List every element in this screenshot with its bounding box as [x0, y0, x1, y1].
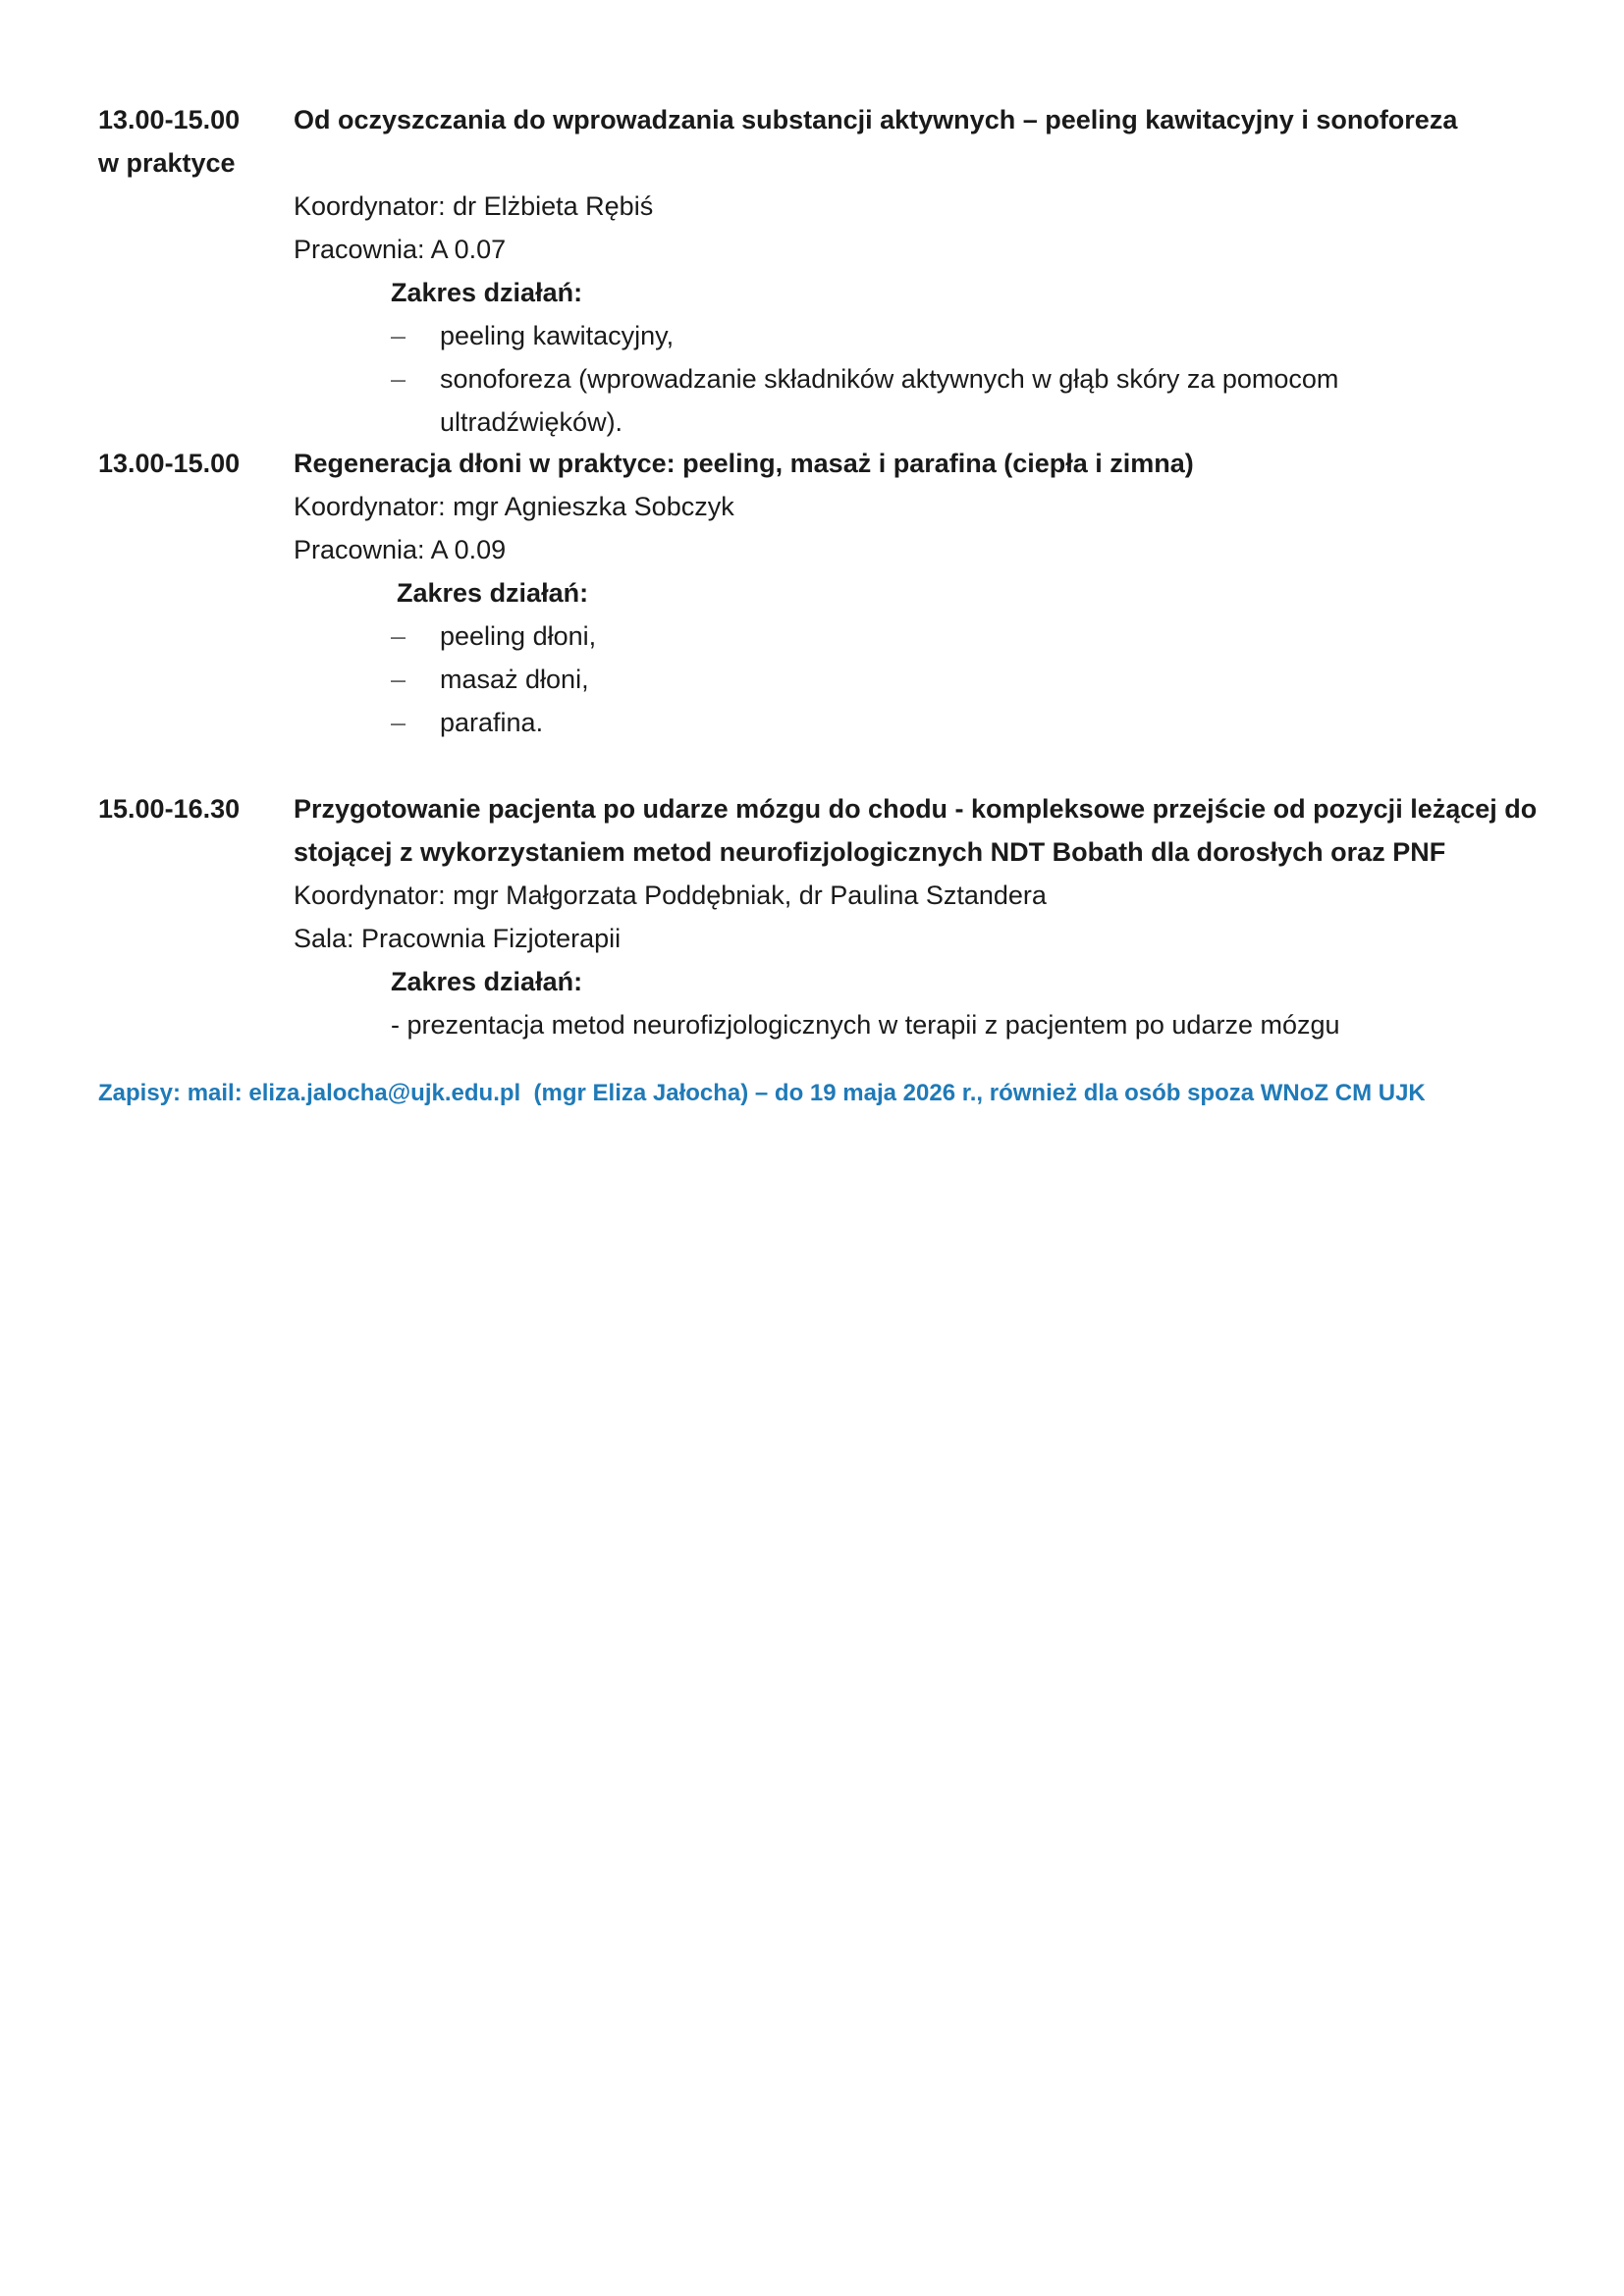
- list-item: – peeling kawitacyjny,: [391, 314, 1550, 357]
- entry-room: Sala: Pracownia Fizjoterapii: [294, 924, 622, 953]
- list-item: – parafina.: [391, 701, 1550, 744]
- signup-note: Zapisy: mail: eliza.jalocha@ujk.edu.pl (mgr Eliza Jałocha) – do 19 maja 2026 r., również dla osób spoza WNoZ CM UJK: [98, 1080, 1426, 1106]
- entry-body: [294, 98, 1550, 444]
- entry-room: Pracownia: A 0.09: [294, 535, 507, 564]
- entry-time: 13.00-15.00 w praktyce: [98, 105, 241, 178]
- scope-list: [294, 614, 1550, 744]
- spacer: [294, 141, 1550, 185]
- entry-body: [294, 442, 1550, 744]
- entry-title: Od oczyszczania do wprowadzania substancji aktywnych – peeling kawitacyjny i sonoforeza: [294, 105, 1458, 134]
- entry-coordinator: Koordynator: dr Elżbieta Rębiś: [294, 191, 654, 221]
- entry-time: 15.00-16.30: [98, 794, 241, 824]
- entry-room: Pracownia: A 0.07: [294, 235, 507, 264]
- entry-title: Regeneracja dłoni w praktyce: peeling, masaż i parafina (ciepła i zimna): [294, 449, 1194, 478]
- list-item: – sonoforeza (wprowadzanie składników aktywnych w głąb skóry za pomocom ultradźwięków).: [391, 357, 1422, 444]
- scope-label: Zakres działań:: [397, 578, 589, 608]
- entry-coordinator: Koordynator: mgr Agnieszka Sobczyk: [294, 492, 734, 521]
- entry-coordinator: Koordynator: mgr Małgorzata Poddębniak, dr Paulina Sztandera: [294, 881, 1047, 910]
- list-item: - prezentacja metod neurofizjologicznych w terapii z pacjentem po udarze mózgu: [391, 1010, 1340, 1040]
- list-item: – peeling dłoni,: [391, 614, 1550, 658]
- scope-label: Zakres działań:: [391, 967, 583, 996]
- entry-title: Przygotowanie pacjenta po udarze mózgu do chodu - kompleksowe przejście od pozycji leżącej do stojącej z wykorzystaniem metod neurofizjologicznych NDT Bobath dla dorosłych oraz PNF: [294, 794, 1538, 867]
- list-item: – masaż dłoni,: [391, 658, 1550, 701]
- entry-body: [294, 787, 1550, 1046]
- scope-list: [294, 314, 1550, 444]
- scope-label: Zakres działań:: [391, 278, 583, 307]
- entry-time: 13.00-15.00: [98, 449, 241, 478]
